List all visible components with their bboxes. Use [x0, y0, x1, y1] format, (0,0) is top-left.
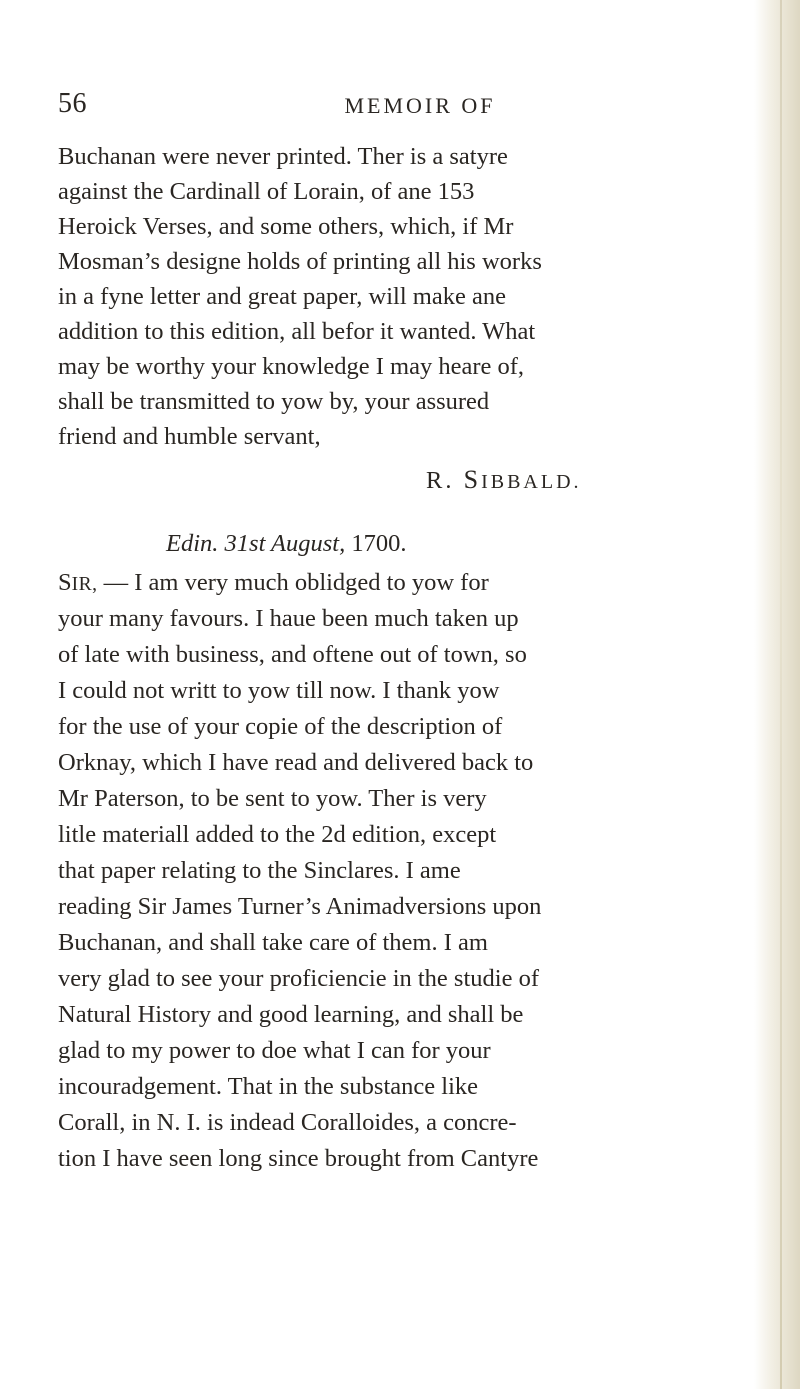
text-line: Orknay, which I have read and delivered back to [58, 749, 534, 776]
text-line: for the use of your copie of the description of [58, 713, 503, 740]
page-fold-line [780, 0, 782, 1389]
text-line: in a fyne letter and great paper, will make ane [58, 283, 506, 310]
text-line: your many favours. I haue been much taken up [58, 605, 519, 632]
text-line: against the Cardinall of Lorain, of ane 153 [58, 178, 475, 205]
text-line: tion I have seen long since brought from Cantyre [58, 1145, 539, 1172]
dateline-date: 31st August, [224, 530, 346, 557]
text-line: may be worthy your knowledge I may heare of, [58, 353, 525, 380]
text-line: reading Sir James Turner’s Animadversions upon [58, 893, 542, 920]
page-gutter-shadow [754, 0, 800, 1389]
text-line: Buchanan, and shall take care of them. I am [58, 929, 488, 956]
text-line: I could not writt to yow till now. I thank yow [58, 677, 500, 704]
text-line: Heroick Verses, and some others, which, if Mr [58, 213, 514, 240]
text-line: of late with business, and oftene out of town, so [58, 641, 527, 668]
text-line: shall be transmitted to yow by, your assured [58, 388, 490, 415]
text-line: litle materiall added to the 2d edition, except [58, 821, 497, 848]
dateline [166, 530, 407, 558]
salutation-line [58, 566, 489, 600]
dateline-year: 1700. [351, 530, 407, 557]
text-line: glad to my power to doe what I can for your [58, 1037, 491, 1064]
running-head: MEMOIR OF [344, 93, 496, 118]
signature [426, 465, 582, 495]
text-line: that paper relating to the Sinclares. I ame [58, 857, 461, 884]
text-line: Buchanan were never printed. Ther is a satyre [58, 143, 508, 170]
text-line: Mr Paterson, to be sent to yow. Ther is very [58, 785, 487, 812]
text-line: Mosman’s designe holds of printing all his works [58, 248, 542, 275]
text-line: Natural History and good learning, and shall be [58, 1001, 524, 1028]
text-line: Corall, in N. I. is indead Coralloides, a concre- [58, 1109, 517, 1136]
dateline-place: Edin. [166, 530, 219, 557]
signature-surname-rest: IBBALD. [481, 471, 582, 493]
salutation-rest: IR, [71, 574, 98, 595]
page-number: 56 [58, 88, 87, 119]
signature-surname-cap: S [463, 465, 482, 494]
salutation-cap: S [58, 569, 72, 596]
text-line: addition to this edition, all befor it wanted. What [58, 318, 536, 345]
text-line: very glad to see your proficiencie in the studie of [58, 965, 539, 992]
signature-initial: R. [426, 467, 455, 494]
salutation-text: — I am very much oblidged to yow for [97, 569, 489, 596]
text-line: friend and humble servant, [58, 423, 321, 450]
text-line: incouradgement. That in the substance like [58, 1073, 479, 1100]
